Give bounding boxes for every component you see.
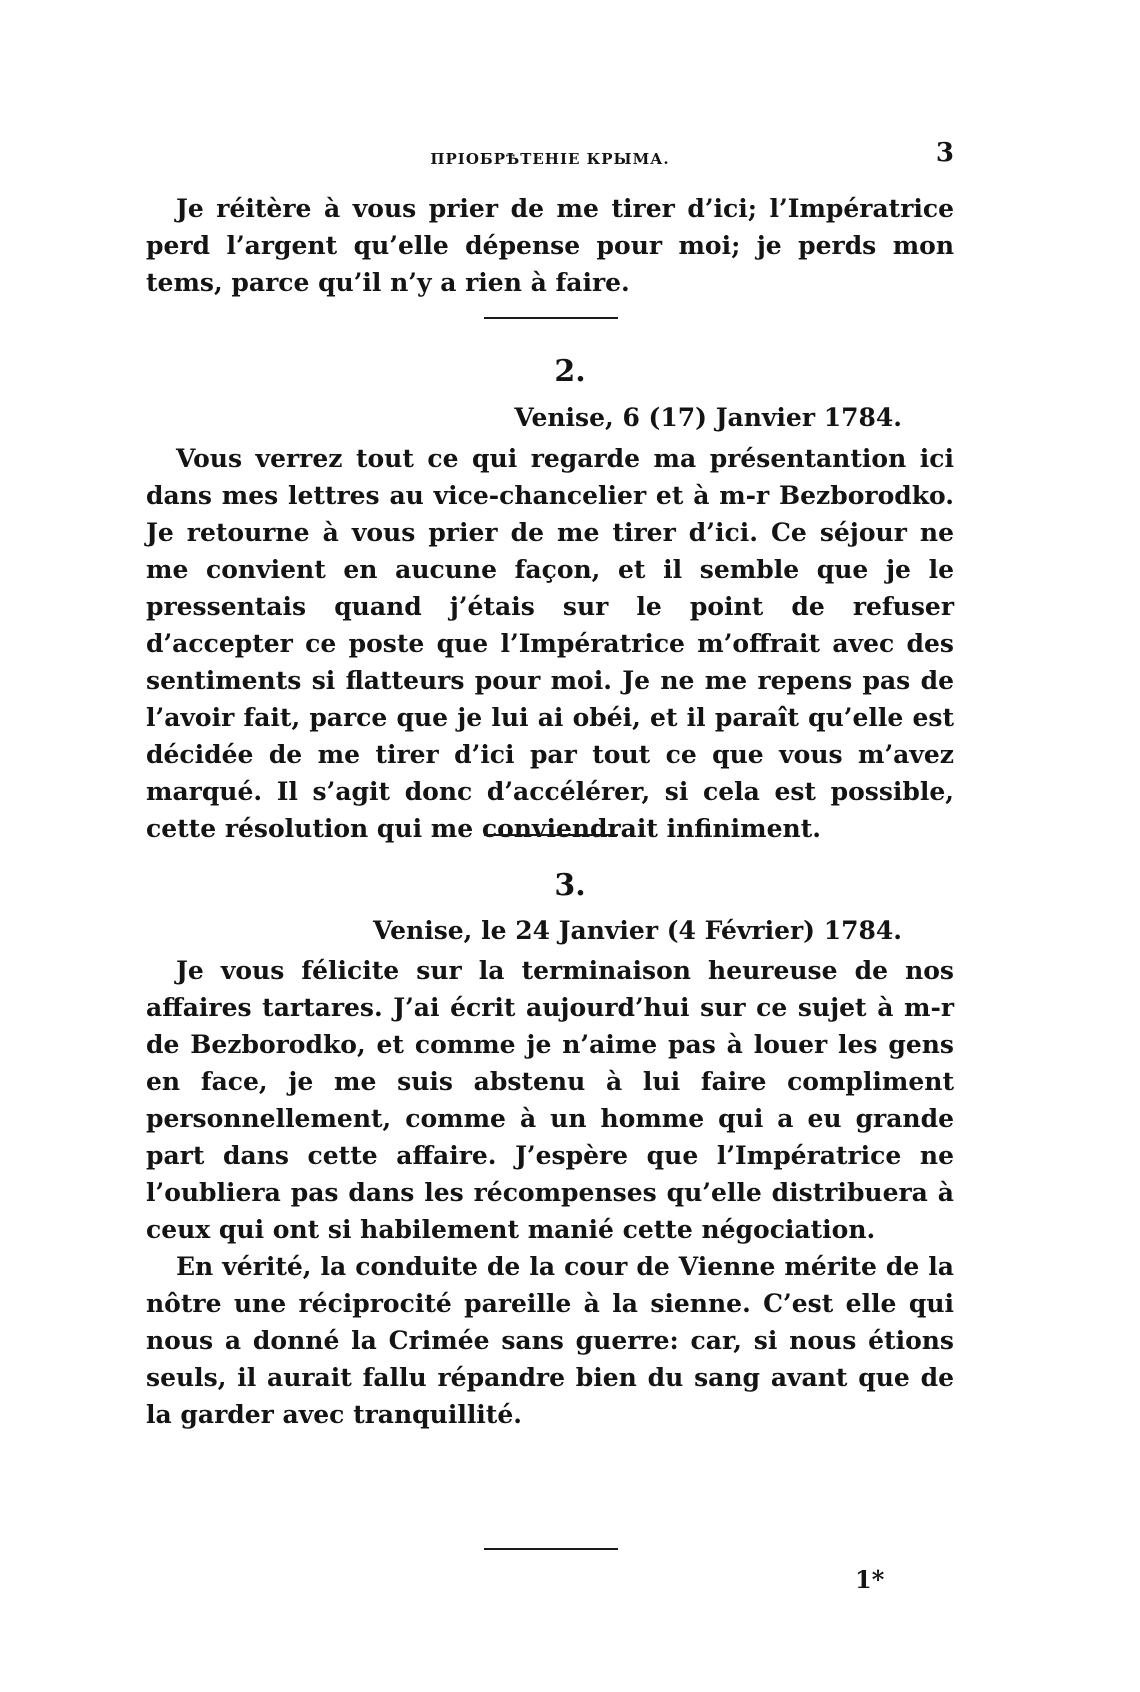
running-head bbox=[146, 138, 954, 178]
letter-2-body bbox=[146, 440, 954, 847]
letter-1-paragraph-1: Je réitère à vous prier de me tirer d’ici; l’Impératrice perd l’argent qu’elle dépense pour moi; je perds mon tems, parce qu’il n’y a rien à faire. bbox=[146, 194, 954, 297]
page-number: 3 bbox=[935, 138, 954, 168]
separator-rule-2 bbox=[484, 834, 618, 836]
separator-rule-3 bbox=[484, 1548, 618, 1550]
letter-3-paragraph-1: Je vous félicite sur la terminaison heureuse de nos affaires tartares. J’ai écrit aujourd’hui sur ce sujet à m-r de Bezborodko, et comme je n’aime pas à louer les gens en face, je me suis abstenu à lui faire compliment personnellement, comme à un homme qui a eu grande part dans cette affaire. J’espère que l’Impératrice ne l’oubliera pas dans les récompenses qu’elle distribuera à ceux qui ont si habilement manié cette négociation. bbox=[146, 956, 954, 1244]
letter-3-paragraph-2: En vérité, la conduite de la cour de Vienne mérite de la nôtre une réciprocité pareille à la sienne. C’est elle qui nous a donné la Crimée sans guerre: car, si nous étions seuls, il aurait fallu répandre bien du sang avant que de la garder avec tranquillité. bbox=[146, 1252, 954, 1429]
letter-3-dateline: Venise, le 24 Janvier (4 Février) 1784. bbox=[373, 916, 902, 945]
letter-2-number: 2. bbox=[554, 354, 586, 389]
letter-2-paragraph-1: Vous verrez tout ce qui regarde ma présentantion ici dans mes lettres au vice-chancelier et à m-r Bezborodko. Je retourne à vous prier de me tirer d’ici. Ce séjour ne me convient en aucune façon, et il semble que je le pressentais quand j’étais sur le point de refuser d’accepter ce poste que l’Impératrice m’offrait avec des sentiments si flatteurs pour moi. Je ne me repens pas de l’avoir fait, parce que je lui ai obéi, et il paraît qu’elle est décidée de me tirer d’ici par tout ce que vous m’avez marqué. Il s’agit donc d’accélérer, si cela est possible, cette résolution qui me conviendrait infiniment. bbox=[146, 444, 954, 843]
separator-rule-1 bbox=[484, 317, 618, 319]
letter-3-body bbox=[146, 952, 954, 1433]
letter-3-number: 3. bbox=[554, 868, 586, 903]
letter-2-dateline: Venise, 6 (17) Janvier 1784. bbox=[514, 403, 902, 432]
signature-mark: 1* bbox=[855, 1565, 885, 1594]
letter-1-body bbox=[146, 190, 954, 301]
running-title: ПРIОБРѢТЕНIЕ КРЫМА. bbox=[430, 150, 670, 168]
